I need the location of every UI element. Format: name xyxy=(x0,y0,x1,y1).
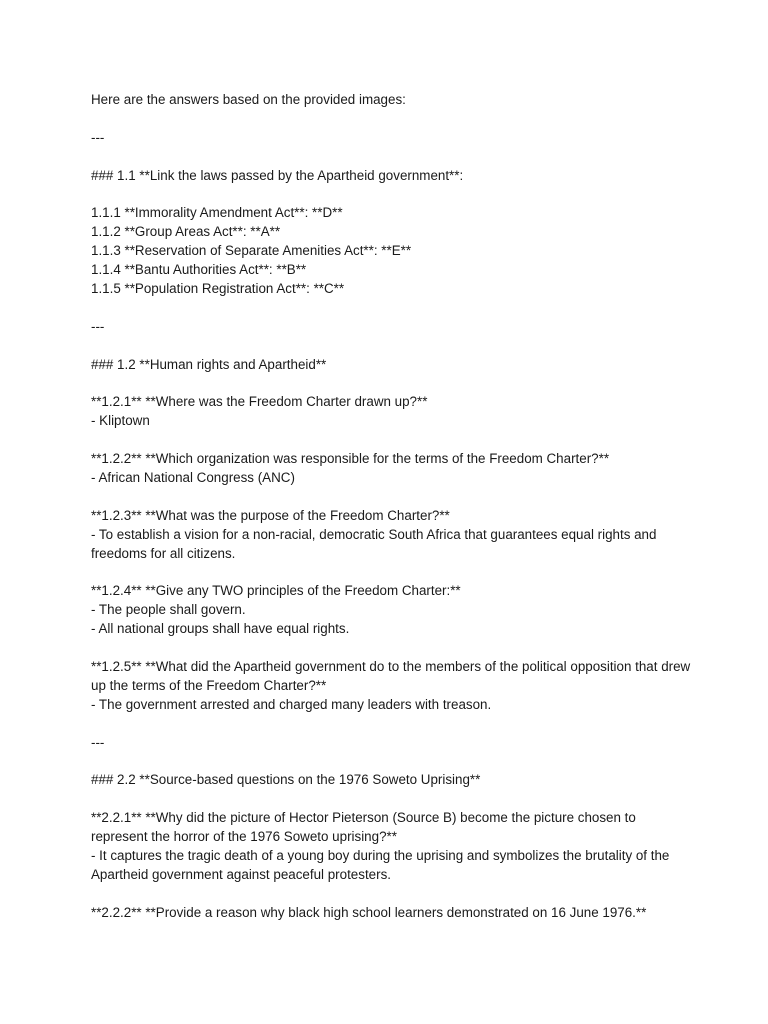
question-text: **1.2.3** **What was the purpose of the Freedom Charter?** xyxy=(91,507,450,523)
list-item: 1.1.5 **Population Registration Act**: **C** xyxy=(91,281,345,297)
section-heading: ### 2.2 **Source-based questions on the 1976 Soweto Uprising** xyxy=(91,772,481,788)
question-text: **1.2.4** **Give any TWO principles of the Freedom Charter:** xyxy=(91,583,461,599)
section-1-2 xyxy=(91,356,691,375)
question-text: **1.2.5** **What did the Apartheid government do to the members of the political opposition that drew up the terms of the Freedom Charter?** xyxy=(91,659,694,693)
section-1-1 xyxy=(91,167,691,186)
question-text: **1.2.2** **Which organization was responsible for the terms of the Freedom Charter?** xyxy=(91,451,610,467)
list-item: 1.1.1 **Immorality Amendment Act**: **D** xyxy=(91,205,343,221)
intro-text: Here are the answers based on the provided images: xyxy=(91,92,406,107)
list-item: 1.1.4 **Bantu Authorities Act**: **B** xyxy=(91,262,307,278)
question-2-2-1 xyxy=(91,809,691,885)
answer-text: - It captures the tragic death of a young boy during the uprising and symbolizes the brutality of the Apartheid government against peaceful protesters. xyxy=(91,848,673,882)
separator: --- xyxy=(91,318,105,334)
list-item: 1.1.3 **Reservation of Separate Amenities Act**: **E** xyxy=(91,243,412,259)
question-text: **1.2.1** **Where was the Freedom Charter drawn up?** xyxy=(91,394,428,410)
separator: --- xyxy=(91,734,105,750)
answer-text: - The government arrested and charged many leaders with treason. xyxy=(91,696,492,712)
section-2-2 xyxy=(91,771,691,790)
list-item: 1.1.2 **Group Areas Act**: **A** xyxy=(91,224,281,240)
question-1-2-4 xyxy=(91,582,691,639)
document-page xyxy=(91,91,694,942)
answer-text: - All national groups shall have equal rights. xyxy=(91,621,350,637)
law-list xyxy=(91,204,691,299)
section-heading: ### 1.2 **Human rights and Apartheid** xyxy=(91,356,327,372)
answer-text: - Kliptown xyxy=(91,413,150,429)
question-2-2-2 xyxy=(91,904,691,923)
question-1-2-1 xyxy=(91,393,691,431)
question-1-2-5 xyxy=(91,658,694,715)
question-1-2-3 xyxy=(91,507,691,564)
section-heading: ### 1.1 **Link the laws passed by the Apartheid government**: xyxy=(91,167,464,183)
answer-text: - The people shall govern. xyxy=(91,602,246,618)
question-1-2-2 xyxy=(91,450,691,488)
question-text: **2.2.1** **Why did the picture of Hector Pieterson (Source B) become the picture chosen to represent the horror of the 1976 Soweto uprising?** xyxy=(91,810,640,845)
answer-text: - To establish a vision for a non-racial, democratic South Africa that guarantees equal rights and freedoms for all citizens. xyxy=(91,526,661,561)
separator: --- xyxy=(91,129,105,145)
question-text: **2.2.2** **Provide a reason why black high school learners demonstrated on 16 June 1976.** xyxy=(91,904,647,920)
answer-text: - African National Congress (ANC) xyxy=(91,470,295,486)
